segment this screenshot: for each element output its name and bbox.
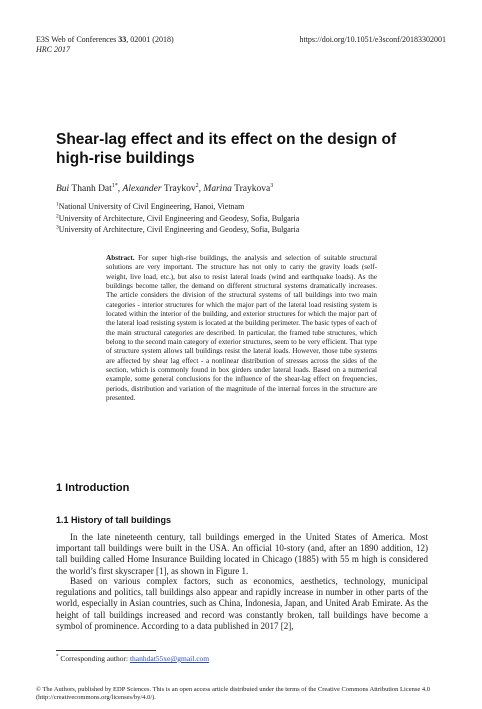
affiliation: $^1$National University of Civil Engineering, Hanoi, Vietnam <box>56 201 245 211</box>
volume-number: 33 <box>118 35 127 44</box>
affiliation: $^3$University of Architecture, Civil Engineering and Geodesy, Sofia, Bulgaria <box>56 224 300 234</box>
license-notice: © The Authors, published by EDP Sciences. This is an open access article distributed under the terms of the Creative Commons Attribution License 4.0 (http://creativecommons.org/licenses/by/4.0/). <box>36 686 431 702</box>
subsection-heading-history: 1.1 History of tall buildings <box>56 515 172 525</box>
footnote: * Corresponding author: thanhdat55xe@gmail.com <box>56 654 210 663</box>
body-paragraph: Based on various complex factors, such as economics, aesthetics, technology, municipal regulations and politics, tall buildings also appear and rapidly increase in number in other parts of the world, especially in Asian countries, such as China, Indonesia, Japan, and United Arab Emirate. As the height of tall buildings increased and record was constantly broken, tall buildings have become a symbol of prominence. According to a data published in 2017 [2], <box>56 576 428 631</box>
author-email-link[interactable]: thanhdat55xe@gmail.com <box>129 654 210 663</box>
author-list: Bui Thanh Dat$^{1*}$, Alexander Traykov$^2$, Marina Traykova$^3$ <box>56 182 274 194</box>
section-heading-introduction: 1 Introduction <box>56 482 130 494</box>
abstract <box>106 254 377 404</box>
conference-label: HRC 2017 <box>36 45 70 54</box>
author: Bui Thanh Dat$^{1*}$ <box>56 182 118 194</box>
journal-name: E3S Web of Conferences 33, 02001 (2018) <box>36 35 174 44</box>
paper-title: Shear-lag effect and its effect on the design of high-rise buildings <box>56 131 397 167</box>
body-paragraph: In the late nineteenth century, tall buildings emerged in the United States of America. Most important tall buildings were built in the USA. An official 10-story (and, after an 1890 addition, 12) tall building called Home Insurance Building located in Chicago (1885) with 55 m high is considered the world’s first skyscraper [1], as shown in Figure 1. <box>56 532 428 576</box>
running-header <box>36 35 446 45</box>
abstract-text: For super high-rise buildings, the analysis and selection of suitable structural solutions are very important. The structure has not only to carry the gravity loads (self-weight, live load, etc.), but also to resist lateral loads (wind and earthquake loads). As the buildings become taller, the demand on different structural systems dramatically increases. The article considers the division of the structural systems of tall buildings into two main categories - interior structures for which the major part of the lateral load resisting system is located within the interior of the building, and exterior structures for which the major part of the lateral load resisting system is located at the building perimeter. The basic types of each of the main structural categories are described. In particular, the framed tube structures, which belong to the second main category of exterior structures, seem to be very efficient. That type of structure system allows tall buildings resist the lateral loads. However, those tube systems are affected by shear lag effect - a nonlinear distribution of stresses across the sides of the section, which is commonly found in box girders under lateral loads. Based on a numerical example, some general conclusions for the influence of the shear-lag effect on frequencies, periods, distribution and variation of the magnitude of the internal forces in the structure are presented. <box>106 254 377 403</box>
footnote-divider <box>56 650 156 651</box>
affiliation: $^2$University of Architecture, Civil Engineering and Geodesy, Sofia, Bulgaria <box>56 212 300 223</box>
author: Marina Traykova$^3$ <box>203 182 274 194</box>
author: Alexander Traykov$^2$ <box>122 182 199 194</box>
abstract-label: Abstract. <box>106 254 135 262</box>
doi-link[interactable]: https://doi.org/10.1051/e3sconf/20183302001 <box>299 35 446 44</box>
affiliation-list <box>56 201 299 236</box>
